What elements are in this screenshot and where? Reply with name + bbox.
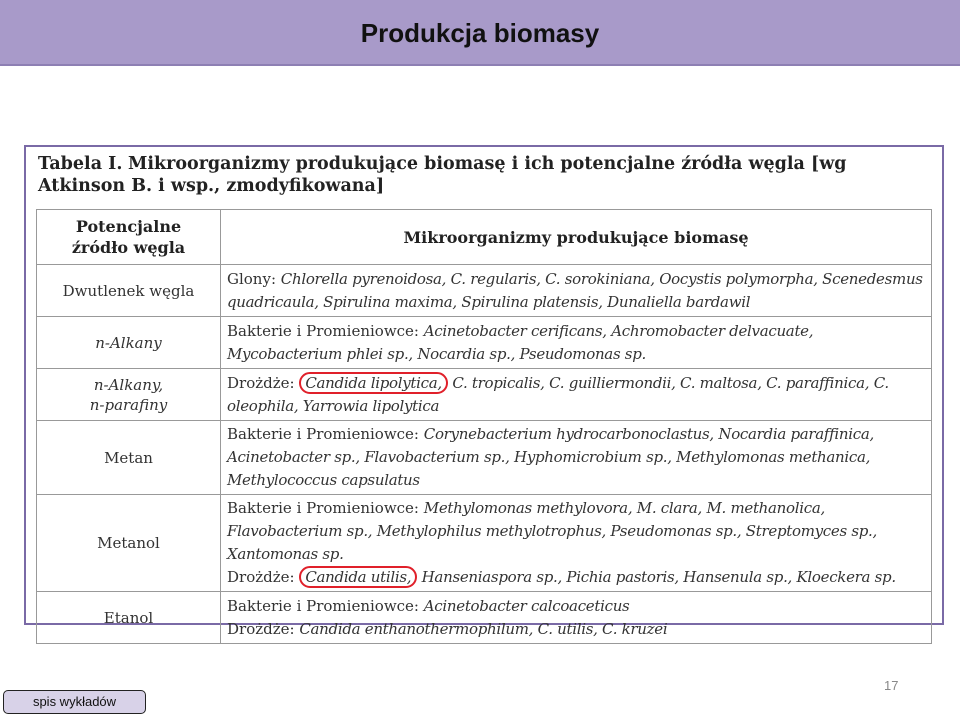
line-prefix: Drożdże: — [227, 373, 300, 392]
line-prefix: Glony: — [227, 269, 281, 288]
row-organisms — [221, 421, 932, 495]
line-prefix: Drożdże: — [227, 568, 300, 586]
table-caption-label: Tabela I. — [38, 154, 123, 174]
table-row — [37, 317, 932, 369]
table-caption — [38, 153, 930, 197]
highlighted-species: Candida lipolytica, — [299, 372, 448, 394]
row-organisms — [221, 495, 932, 592]
highlighted-species: Candida utilis, — [299, 566, 417, 588]
row-source: Etanol — [37, 592, 221, 644]
table-row — [37, 495, 932, 592]
species-list: Acinetobacter calcoaceticus — [423, 596, 630, 615]
lecture-list-button[interactable]: spis wykładów — [3, 690, 146, 714]
line-prefix: Bakterie i Promieniowce: — [227, 499, 424, 517]
species-list: Hanseniaspora sp., Pichia pastoris, Hansenula sp., Kloeckera sp. — [417, 568, 896, 586]
table-row — [37, 592, 932, 644]
line-prefix: Bakterie i Promieniowce: — [227, 596, 424, 615]
row-organisms — [221, 592, 932, 644]
row-source: Dwutlenek węgla — [37, 265, 221, 317]
row-organisms — [221, 369, 932, 421]
row-organisms — [221, 317, 932, 369]
row-source — [37, 369, 221, 421]
row-organisms — [221, 265, 932, 317]
line-prefix: Bakterie i Promieniowce: — [227, 321, 424, 340]
species-list: Chlorella pyrenoidosa, C. regularis, C. sorokiniana, Oocystis polymorpha, Scenedesmus quadricaula, Spirulina maxima, Spirulina platensis, Dunaliella bardawil — [227, 269, 923, 311]
table-header-row — [37, 210, 932, 265]
table-row — [37, 265, 932, 317]
table-row — [37, 369, 932, 421]
row-source: n-Alkany — [37, 317, 221, 369]
species-list: Methylomonas methylovora, M. clara, M. methanolica, Flavobacterium sp., Methylophilus methylotrophus, Pseudomonas sp., Streptomyces sp., Xantomonas sp. — [227, 499, 877, 563]
line-prefix: Bakterie i Promieniowce: — [227, 425, 424, 443]
slide-header-bar — [0, 0, 960, 66]
species-list: Candida enthanothermophilum, C. utilis, C. kruzei — [299, 619, 668, 638]
header-organisms: Mikroorganizmy produkujące biomasę — [221, 210, 932, 265]
row-source: Metanol — [37, 495, 221, 592]
row-source: Metan — [37, 421, 221, 495]
biomass-table — [36, 209, 932, 644]
species-list: Acinetobacter cerificans, Achromobacter delvacuate, Mycobacterium phlei sp., Nocardia sp., Pseudomonas sp. — [227, 321, 814, 363]
table-image — [24, 145, 944, 638]
slide-title: Produkcja biomasy — [360, 18, 600, 48]
line-prefix: Drożdże: — [227, 619, 300, 638]
species-list: C. tropicalis, C. guilliermondii, C. maltosa, C. paraffinica, C. oleophila, Yarrowia lipolytica — [227, 373, 889, 415]
header-source — [37, 210, 221, 265]
row-source-line2: n-parafiny — [89, 395, 168, 414]
table-caption-text: Mikroorganizmy produkujące biomasę i ich potencjalne źródła węgla [wg Atkinson B. i wsp., zmodyfikowana] — [38, 154, 847, 196]
header-source-line2: źródło węgla — [71, 238, 186, 257]
page-number: 17 — [884, 678, 899, 693]
species-list: Corynebacterium hydrocarbonoclastus, Nocardia paraffinica, Acinetobacter sp., Flavobacterium sp., Hyphomicrobium sp., Methylomonas methanica, Methylococcus capsulatus — [227, 425, 874, 489]
row-source-line1: n-Alkany, — [93, 375, 164, 394]
table-row — [37, 421, 932, 495]
header-source-line1: Potencjalne — [75, 217, 182, 236]
